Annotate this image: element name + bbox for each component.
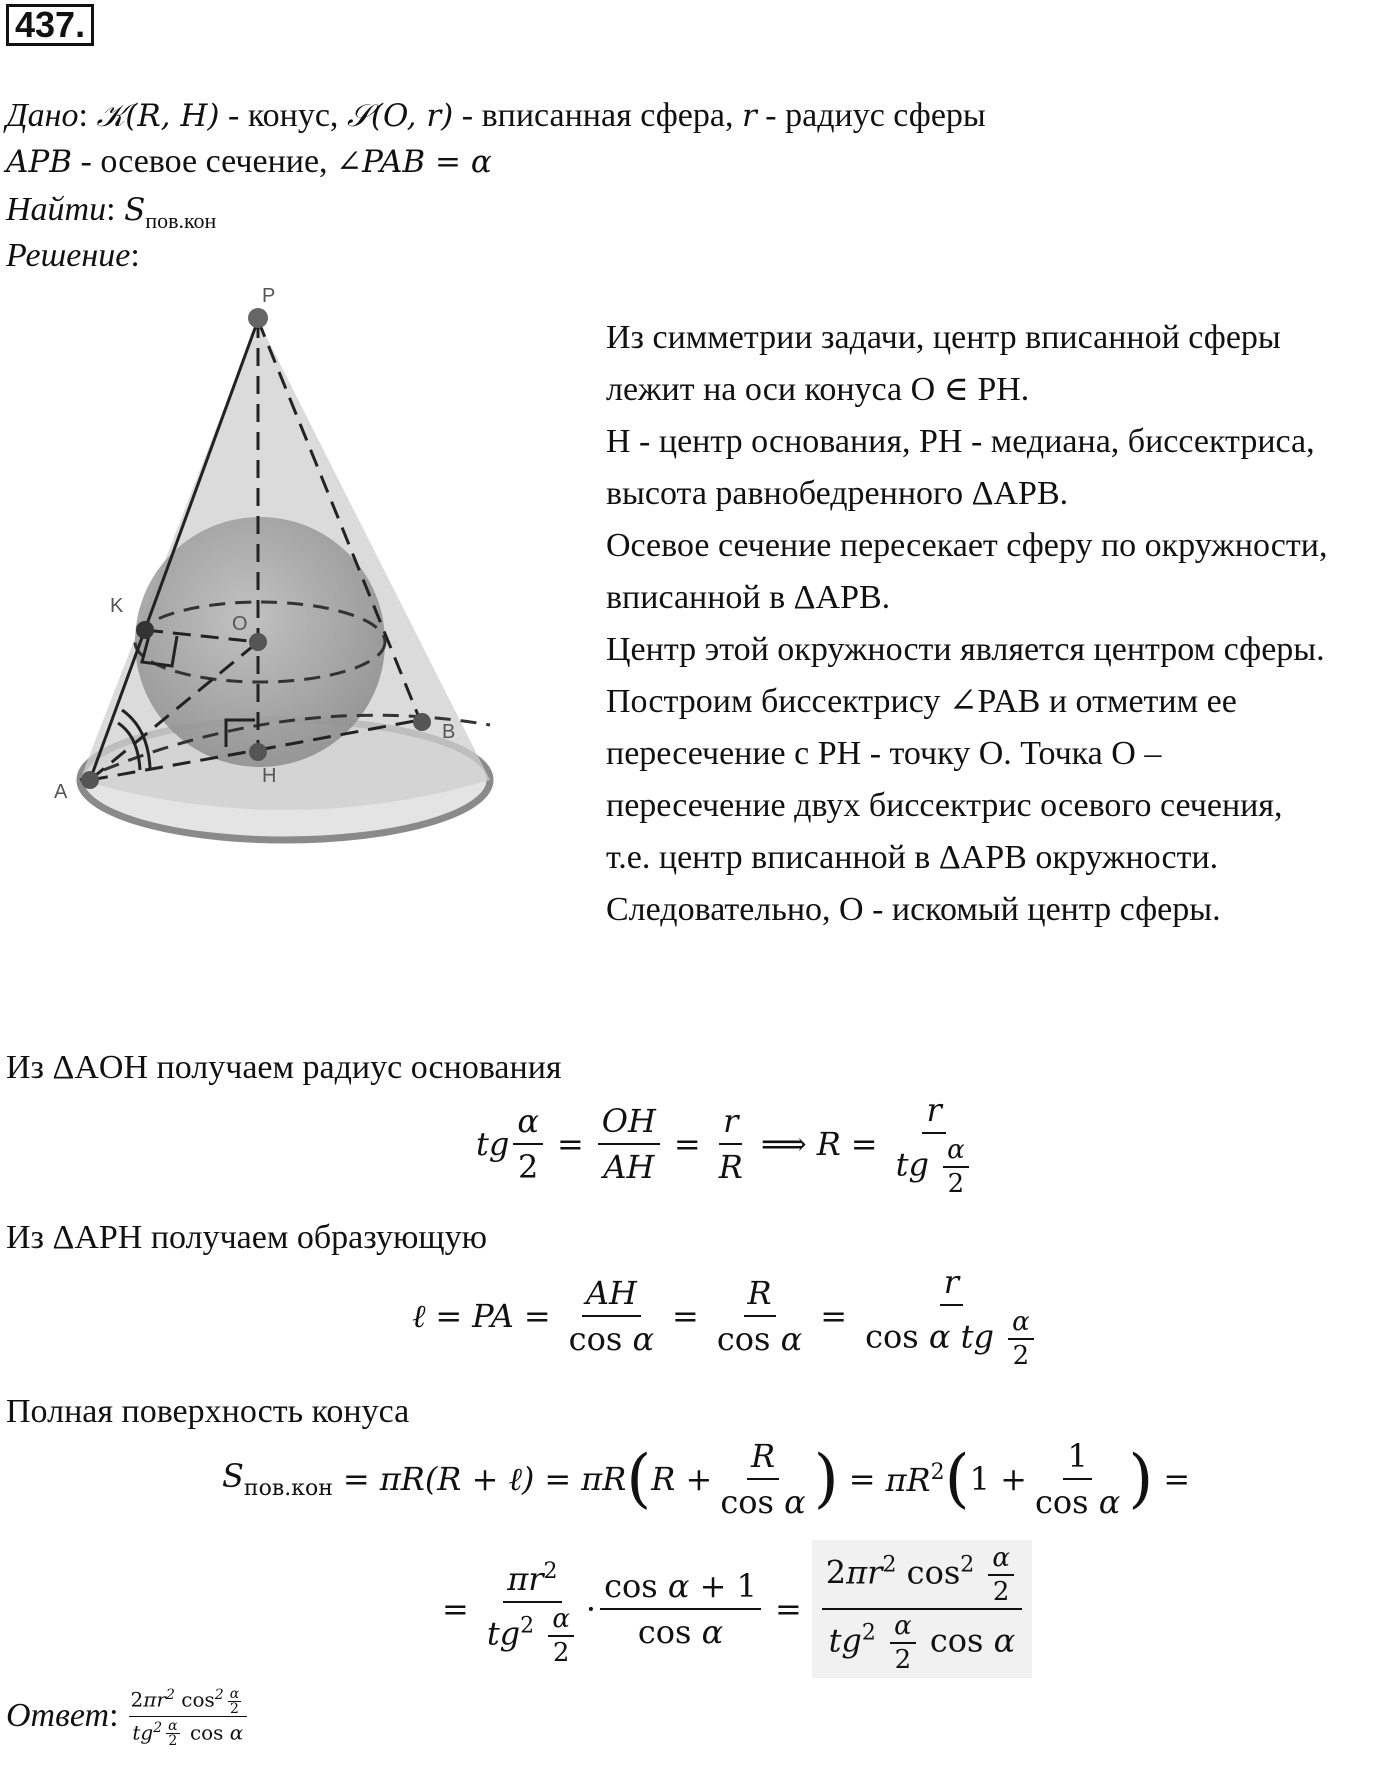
sphere-symbol: 𝒮(O, r) xyxy=(346,98,454,134)
formula-surface-1: $S_{пов.кон}$ = πR(R + ℓ) = πR ( R + $\frac{R}{\text{cos α}}$ ) = $\pi R^2$ ( 1 + $\frac{1}{\text{cos α}}$ ) = xyxy=(222,1437,1191,1521)
cone-symbol: 𝒦(R, H) xyxy=(96,98,220,134)
section-text: - осевое сечение, xyxy=(72,143,337,180)
point-b xyxy=(413,713,431,731)
formula-surface-2: = $\pi r^2$ $tg^2$ $\frac{\alpha}{2}$ · $\frac{\text{cos α + 1}}{\text{cos α}}$ = $2\pi r^2$ $\cos^2$ $\frac{\alpha}{2}$ $tg^2$ $\frac{\alpha}{2}$ cos α xyxy=(432,1540,1032,1678)
explanation-line: пересечение с PH - точку O. Точка O – xyxy=(606,735,1162,772)
explanation-line: Центр этой окружности является центром сферы. xyxy=(606,631,1325,668)
point-h xyxy=(249,743,267,761)
step2-text: Из ΔAPH получаем образующую xyxy=(6,1219,487,1256)
explanation-line: высота равнобедренного ΔAPB. xyxy=(606,475,1069,512)
sphere-text: - вписанная сфера, xyxy=(453,97,742,134)
explanation-line: лежит на оси конуса O ∈ PH. xyxy=(606,371,1030,408)
explanation-line: H - центр основания, PH - медиана, биссектриса, xyxy=(606,423,1315,460)
point-p xyxy=(248,308,268,328)
angle-text: ∠PAB = α xyxy=(336,144,492,180)
explanation-line: Из симметрии задачи, центр вписанной сферы xyxy=(606,319,1281,356)
answer-line: Ответ : $2\pi r^2$ $\cos^2$ $\frac{\alpha}{2}$ $tg^2$ $\frac{\alpha}{2}$ cos α xyxy=(6,1684,251,1748)
explanation xyxy=(606,312,1327,936)
explanation-line: Построим биссектрису ∠PAB и отметим ее xyxy=(606,683,1237,720)
find-symbol: S xyxy=(124,192,146,228)
explanation-line: Осевое сечение пересекает сферу по окружности, xyxy=(606,527,1328,564)
find-sub: пов.кон xyxy=(145,208,217,233)
label-k: K xyxy=(110,595,124,617)
formula-radius: tg $\frac{\alpha}{2}$ = $\frac{OH}{AH}$ = $\frac{r}{R}$ ⟹ R = r tg $\frac{\alpha}{2}$ xyxy=(476,1090,981,1198)
label-a: A xyxy=(54,781,68,803)
formula-generator: ℓ = PA = $\frac{AH}{\text{cos α}}$ = $\frac{R}{\text{cos α}}$ = r cos α tg $\frac{\alpha}{2}$ xyxy=(412,1262,1046,1370)
solution-label: Решение xyxy=(6,237,131,274)
point-a xyxy=(81,771,99,789)
given-line-2 xyxy=(6,142,492,182)
radius-symbol: r xyxy=(741,98,757,134)
find-label: Найти xyxy=(6,191,107,228)
explanation-line: вписанной в ΔAPB. xyxy=(606,579,891,616)
step3-text: Полная поверхность конуса xyxy=(6,1393,410,1430)
step1-text: Из ΔAOH получаем радиус основания xyxy=(6,1049,562,1086)
explanation-line: Следовательно, O - искомый центр сферы. xyxy=(606,891,1221,928)
section-symbol: APB xyxy=(6,144,73,180)
surface-sub: пов.кон xyxy=(243,1476,333,1501)
cone-text: - конус, xyxy=(219,97,347,134)
cone-figure xyxy=(50,280,550,920)
label-o: O xyxy=(232,613,248,635)
label-h: H xyxy=(262,765,277,787)
given-label: Дано xyxy=(6,97,79,134)
explanation-line: пересечение двух биссектрис осевого сечения, xyxy=(606,787,1283,824)
radius-text: - радиус сферы xyxy=(756,97,986,134)
label-b: B xyxy=(442,721,456,743)
solution-line: Решение: xyxy=(6,237,140,274)
explanation-line: т.е. центр вписанной в ΔAPB окружности. xyxy=(606,839,1219,876)
answer-label: Ответ xyxy=(6,1697,110,1735)
point-o xyxy=(249,633,267,651)
problem-number: 437. xyxy=(6,4,94,46)
find-line: Найти: $S_{пов.кон}$ xyxy=(6,191,217,233)
answer-formula: $2\pi r^2$ $\cos^2$ $\frac{\alpha}{2}$ $tg^2$ $\frac{\alpha}{2}$ cos α xyxy=(125,1684,252,1748)
given-line-1: Дано: 𝒦(R, H) - конус, 𝒮(O, r) - вписанная сфера, r - радиус сферы xyxy=(6,97,986,134)
point-k xyxy=(136,621,154,639)
label-p: P xyxy=(262,285,276,307)
